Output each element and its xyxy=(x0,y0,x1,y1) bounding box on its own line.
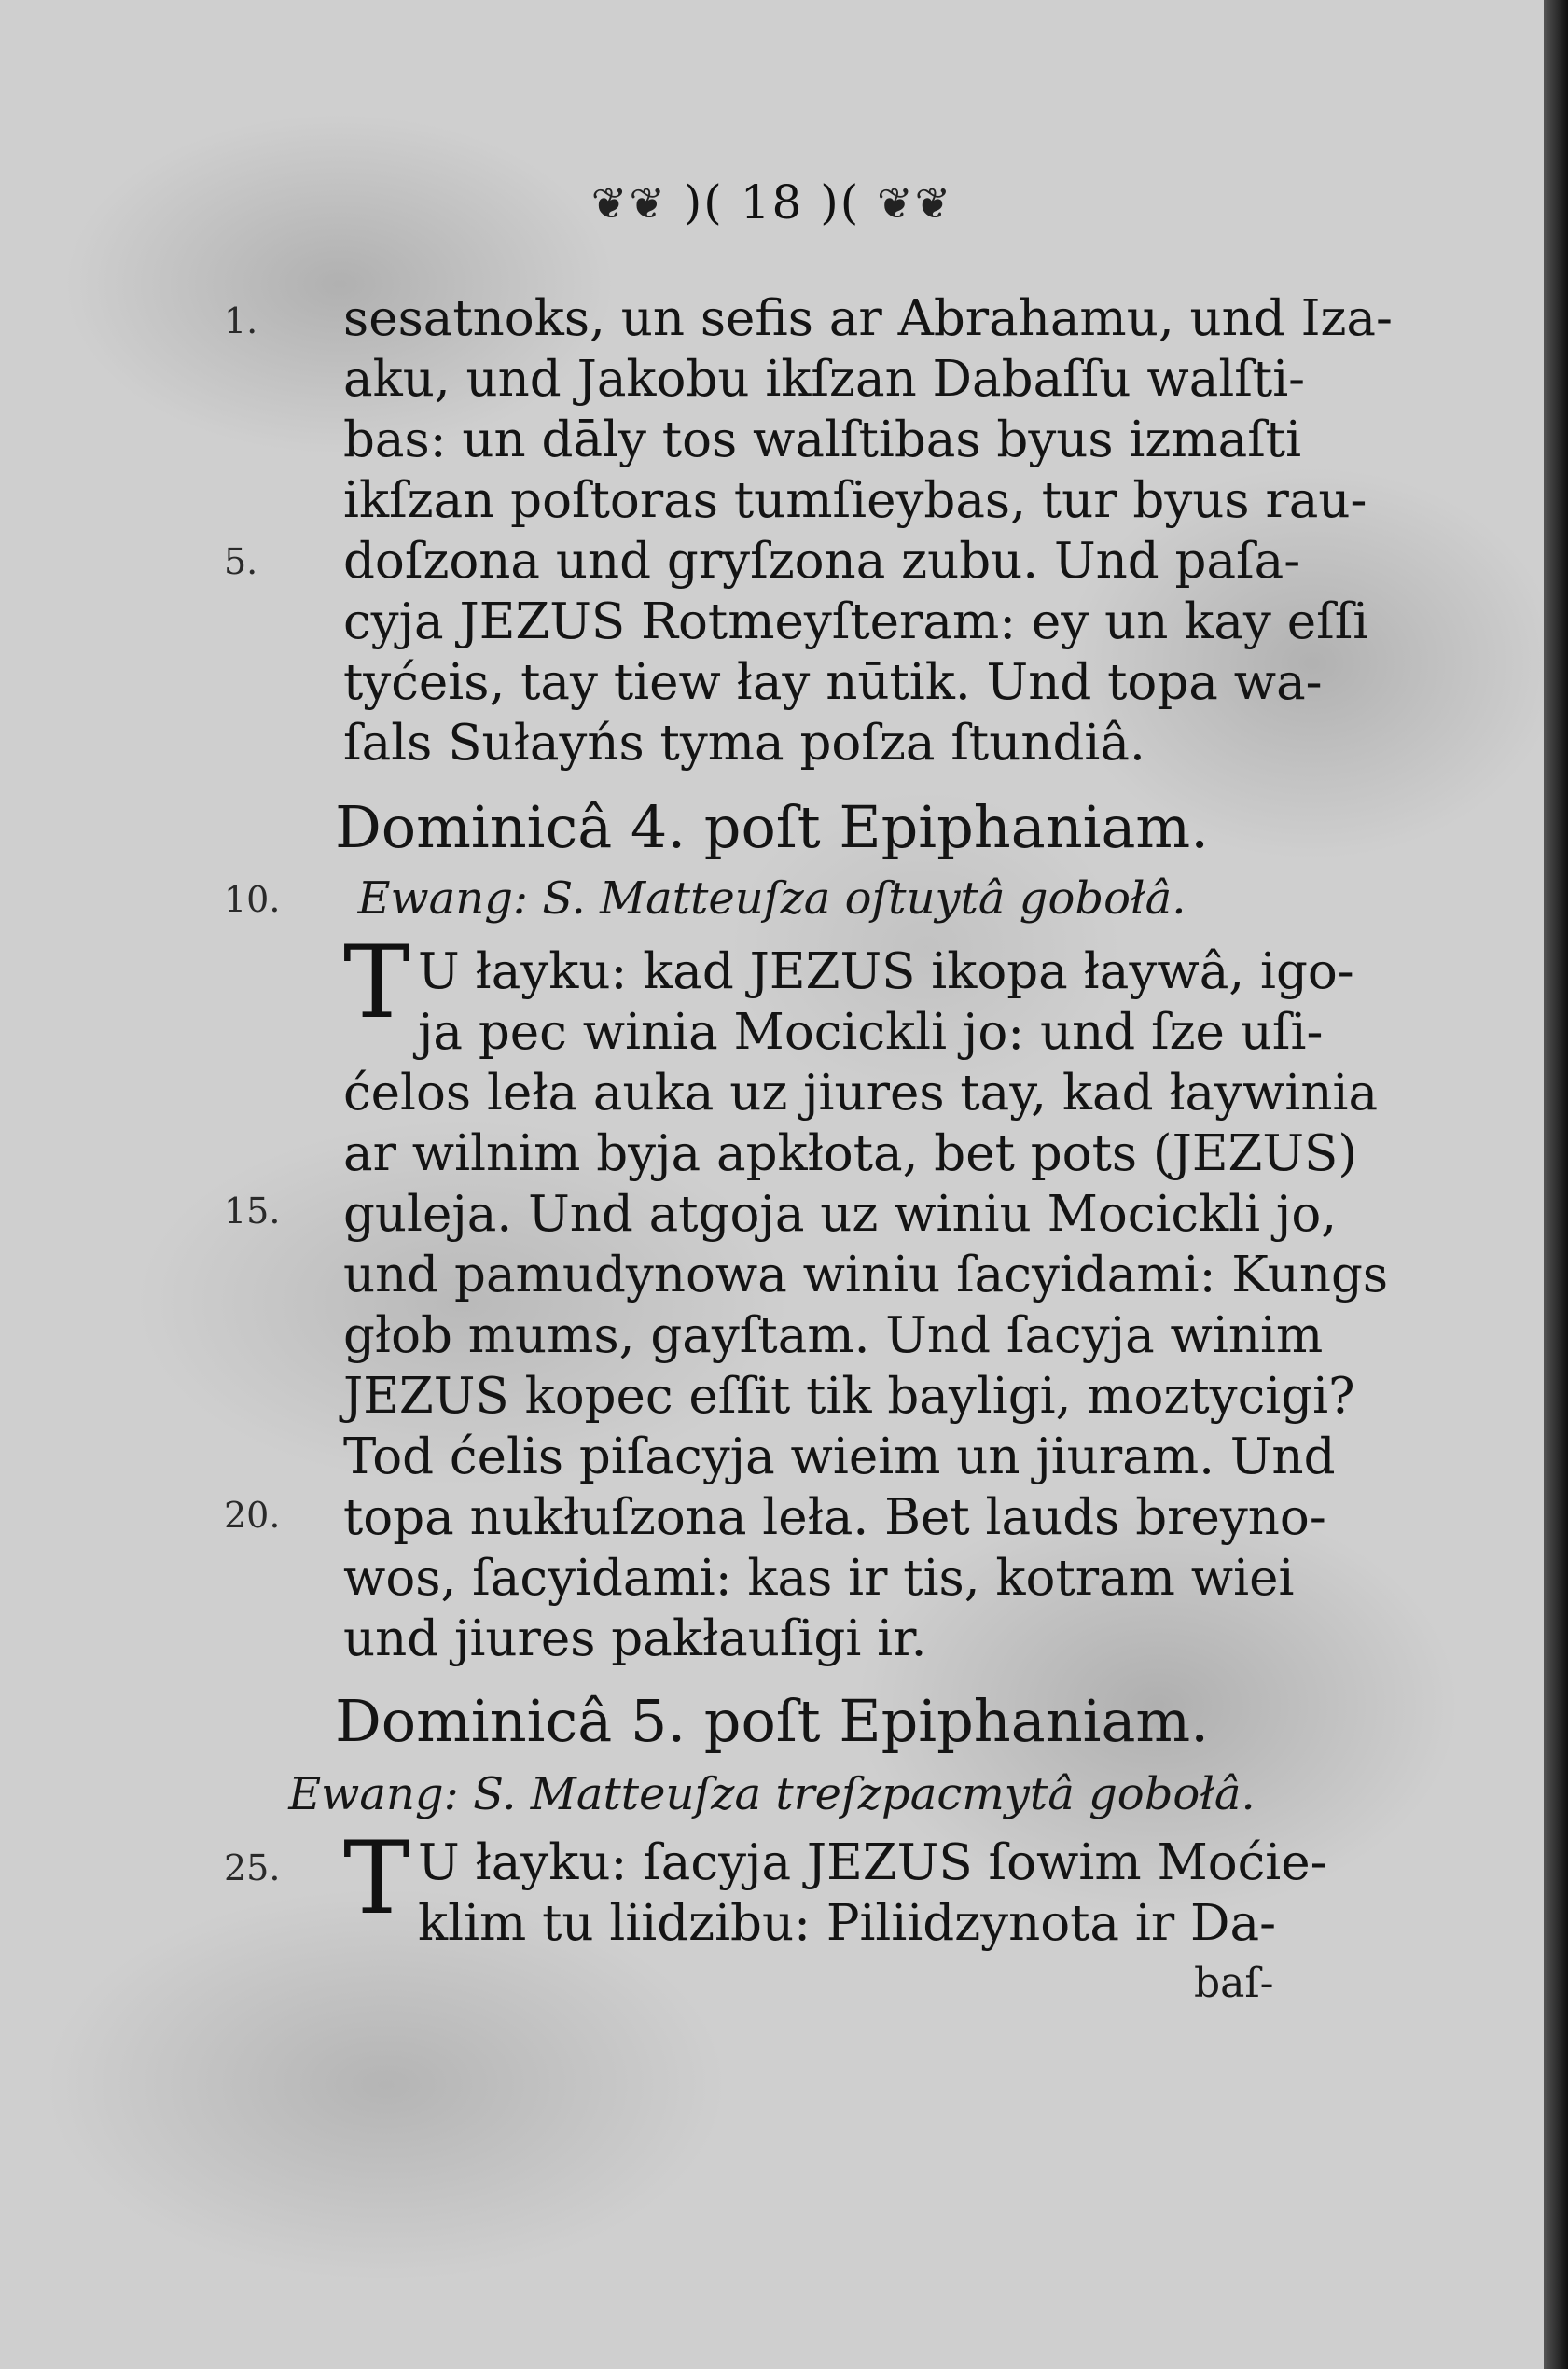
line-number: 1. xyxy=(224,300,258,341)
page-number: )( 18 )( xyxy=(683,175,861,230)
gospel-reference: Ewang: S. Matteuſza treſzpacmytâ gobołâ. xyxy=(288,1768,1256,1820)
text-line: aku, und Jakobu ikſzan Dabaſſu walſti- xyxy=(343,351,1306,408)
text-line: U łayku: kad JEZUS ikopa łaywâ, igo- xyxy=(418,943,1354,1000)
text-line: ikſzan poſtoras tumſieybas, tur byus rau- xyxy=(343,472,1367,529)
drop-cap: T xyxy=(343,925,411,1041)
line-number: 25. xyxy=(224,1847,281,1888)
text-line: głob mums, gayſtam. Und ſacyja winim xyxy=(343,1307,1324,1364)
ornament-right-icon: ❦❦ xyxy=(877,178,953,229)
text-line: cyja JEZUS Rotmeyſteram: ey un kay eſſi xyxy=(343,593,1369,650)
line-number: 5. xyxy=(224,541,258,582)
text-line: sesatnoks, un sefis ar Abrahamu, und Iza- xyxy=(343,290,1393,347)
line-number: 15. xyxy=(224,1191,281,1232)
page-header xyxy=(0,175,1544,230)
line-number: 20. xyxy=(224,1495,281,1536)
text-line: JEZUS kopec eſſit tik bayligi, moztycigi? xyxy=(343,1368,1355,1425)
text-line: guleja. Und atgoja uz winiu Mocickli jo, xyxy=(343,1186,1338,1243)
text-line: ćelos leła auka uz jiures tay, kad łaywinia xyxy=(343,1065,1379,1122)
text-line: wos, ſacyidami: kas ir tis, kotram wiei xyxy=(343,1550,1295,1607)
text-line: bas: un dāly tos walſtibas byus izmaſti xyxy=(343,411,1302,468)
text-line: U łayku: ſacyja JEZUS ſowim Moćie- xyxy=(418,1834,1327,1891)
section-heading: Dominicâ 4. poſt Epiphaniam. xyxy=(335,793,1209,861)
text-line: tyćeis, tay tiew łay nūtik. Und topa wa- xyxy=(343,654,1323,711)
text-line: ar wilnim byja apkłota, bet pots (JEZUS) xyxy=(343,1125,1358,1182)
catchword: baſ- xyxy=(1194,1959,1274,2007)
text-line: ſals Sułayńs tyma poſza ſtundiâ. xyxy=(343,715,1145,772)
text-line: und jiures pakłauſigi ir. xyxy=(343,1610,927,1667)
line-number: 10. xyxy=(224,879,281,920)
gospel-reference: Ewang: S. Matteuſza oſtuytâ gobołâ. xyxy=(357,872,1186,925)
text-line: und pamudynowa winiu ſacyidami: Kungs xyxy=(343,1247,1389,1303)
text-line: topa nukłuſzona leła. Bet lauds breyno- xyxy=(343,1489,1326,1546)
text-line: Tod ćelis piſacyja wieim un jiuram. Und xyxy=(343,1428,1336,1485)
text-line: doſzona und gryſzona zubu. Und paſa- xyxy=(343,533,1301,590)
text-line: ja pec winia Mocickli jo: und ſze uſi- xyxy=(418,1004,1324,1061)
page-edge xyxy=(1544,0,1568,2369)
drop-cap: T xyxy=(343,1820,411,1937)
ornament-left-icon: ❦❦ xyxy=(590,178,667,229)
section-heading: Dominicâ 5. poſt Epiphaniam. xyxy=(335,1687,1209,1755)
text-line: klim tu liidzibu: Piliidzynota ir Da- xyxy=(418,1895,1276,1952)
